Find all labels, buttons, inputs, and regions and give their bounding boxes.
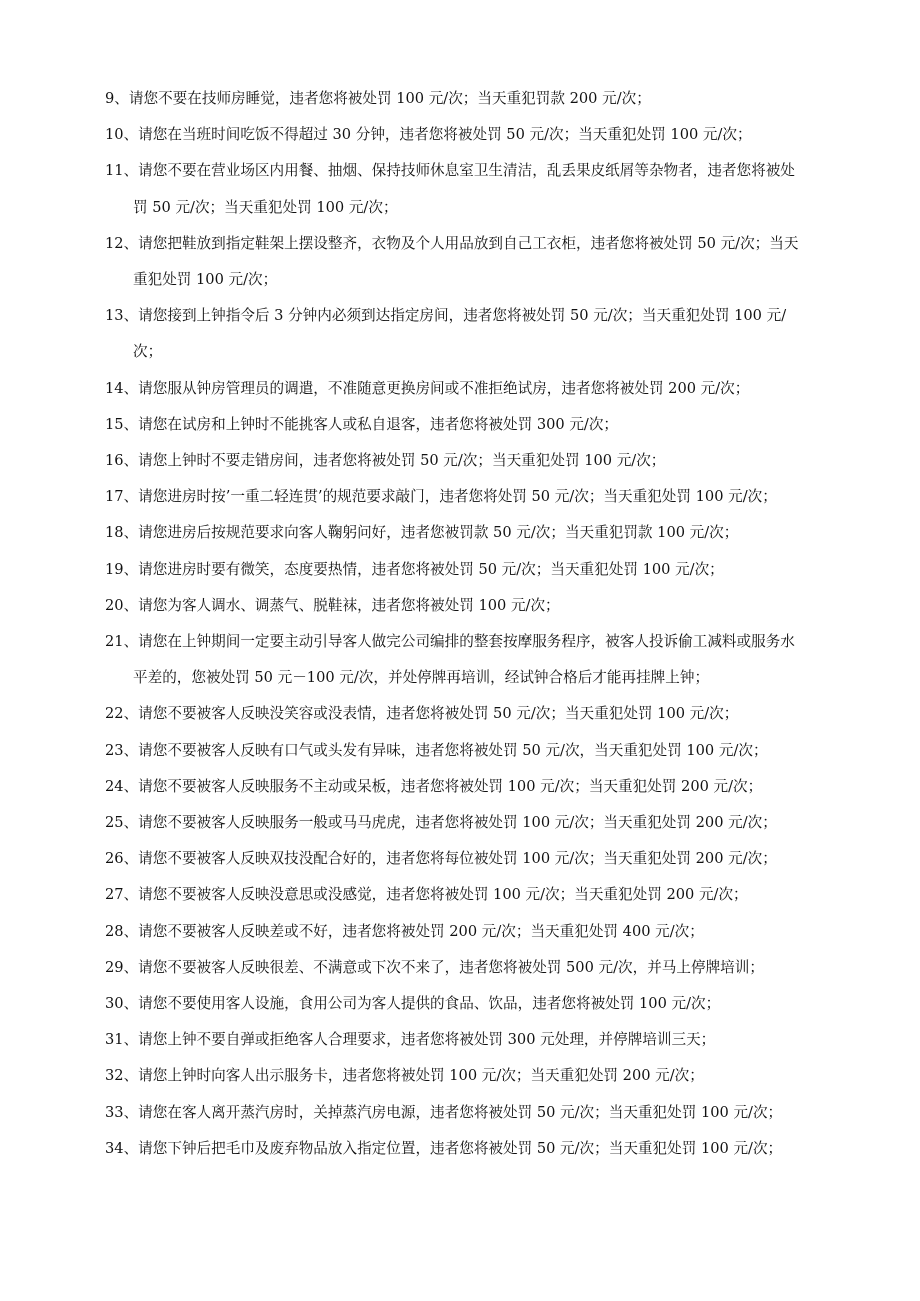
rule-text: 29、请您不要被客人反映很差、不满意或下次不来了，违者您将被处罚 500 元/次，并马上停牌培训； — [105, 958, 764, 976]
rule-text: 17、请您进房时按’一重二轻连贯’的规范要求敲门，违者您将处罚 50 元/次；当天重犯处罚 100 元/次； — [105, 488, 777, 506]
rule-item — [105, 515, 840, 551]
rule-text: 18、请您进房后按规范要求向客人鞠躬问好，违者您被罚款 50 元/次；当天重犯罚款 100 元/次； — [105, 524, 739, 542]
rule-text-continuation: 罚 50 元/次；当天重犯处罚 100 元/次； — [133, 198, 398, 216]
rule-item — [105, 153, 840, 225]
rule-item — [105, 950, 840, 986]
rule-text: 23、请您不要被客人反映有口气或头发有异味，违者您将被处罚 50 元/次，当天重犯处罚 100 元/次； — [105, 741, 768, 759]
rule-text: 27、请您不要被客人反映没意思或没感觉，违者您将被处罚 100 元/次；当天重犯处罚 200 元/次； — [105, 886, 748, 904]
rule-text: 33、请您在客人离开蒸汽房时，关掉蒸汽房电源，违者您将被处罚 50 元/次；当天重犯处罚 100 元/次； — [105, 1103, 783, 1121]
rule-text: 22、请您不要被客人反映没笑容或没表情，违者您将被处罚 50 元/次；当天重犯处罚 100 元/次； — [105, 705, 739, 723]
rule-item — [105, 371, 840, 407]
rule-text: 11、请您不要在营业场区内用餐、抽烟、保持技师休息室卫生清洁，乱丢果皮纸屑等杂物者，违者您将被处 — [105, 162, 795, 180]
rule-text: 24、请您不要被客人反映服务不主动或呆板，违者您将被处罚 100 元/次；当天重犯处罚 200 元/次； — [105, 777, 763, 795]
rule-text: 16、请您上钟时不要走错房间，违者您将被处罚 50 元/次；当天重犯处罚 100 元/次； — [105, 452, 666, 470]
rule-text: 12、请您把鞋放到指定鞋架上摆设整齐，衣物及个人用品放到自己工衣柜，违者您将被处罚 50 元/次；当天 — [105, 234, 799, 252]
rule-text: 19、请您进房时要有微笑，态度要热情，违者您将被处罚 50 元/次；当天重犯处罚 100 元/次； — [105, 560, 724, 578]
rule-item — [105, 696, 840, 732]
rule-item — [105, 117, 840, 153]
rule-item — [105, 588, 840, 624]
rule-item — [105, 986, 840, 1022]
rule-text: 34、请您下钟后把毛巾及废弃物品放入指定位置，违者您将被处罚 50 元/次；当天重犯处罚 100 元/次； — [105, 1139, 783, 1157]
rule-text: 20、请您为客人调水、调蒸气、脱鞋袜，违者您将被处罚 100 元/次； — [105, 596, 560, 614]
rule-item — [105, 298, 840, 370]
rule-text: 25、请您不要被客人反映服务一般或马马虎虎，违者您将被处罚 100 元/次；当天重犯处罚 200 元/次； — [105, 814, 777, 832]
rule-text: 13、请您接到上钟指令后 3 分钟内必须到达指定房间，违者您将被处罚 50 元/次；当天重犯处罚 100 元/ — [105, 307, 787, 325]
rule-item — [105, 769, 840, 805]
rule-text-continuation: 次； — [133, 343, 163, 361]
rule-item — [105, 226, 840, 298]
rule-item — [105, 552, 840, 588]
rule-item — [105, 624, 840, 696]
rule-item — [105, 914, 840, 950]
rule-item — [105, 841, 840, 877]
rule-text: 32、请您上钟时向客人出示服务卡，违者您将被处罚 100 元/次；当天重犯处罚 200 元/次； — [105, 1067, 704, 1085]
rule-text: 30、请您不要使用客人设施，食用公司为客人提供的食品、饮品，违者您将被处罚 100 元/次； — [105, 995, 721, 1013]
rule-text-continuation: 平差的，您被处罚 50 元－100 元/次，并处停牌再培训，经试钟合格后才能再挂牌上钟； — [133, 669, 710, 687]
rule-item — [105, 81, 840, 117]
rule-text: 10、请您在当班时间吃饭不得超过 30 分钟，违者您将被处罚 50 元/次；当天重犯处罚 100 元/次； — [105, 126, 752, 144]
rule-item — [105, 479, 840, 515]
rule-text: 26、请您不要被客人反映双技没配合好的，违者您将每位被处罚 100 元/次；当天重犯处罚 200 元/次； — [105, 850, 777, 868]
rule-text: 21、请您在上钟期间一定要主动引导客人做完公司编排的整套按摩服务程序，被客人投诉偷工减料或服务水 — [105, 633, 795, 651]
rule-item — [105, 1022, 840, 1058]
rule-item — [105, 805, 840, 841]
rule-text: 14、请您服从钟房管理员的调遣，不准随意更换房间或不准拒绝试房，违者您将被处罚 200 元/次； — [105, 379, 750, 397]
rule-text: 15、请您在试房和上钟时不能挑客人或私自退客，违者您将被处罚 300 元/次； — [105, 415, 619, 433]
rule-item — [105, 1095, 840, 1131]
rule-item — [105, 1131, 840, 1167]
rule-text: 31、请您上钟不要自弹或拒绝客人合理要求，违者您将被处罚 300 元处理，并停牌培训三天； — [105, 1031, 716, 1049]
rule-text: 9、请您不要在技师房睡觉，违者您将被处罚 100 元/次；当天重犯罚款 200 元/次； — [105, 90, 651, 107]
rule-item — [105, 877, 840, 913]
rule-text-continuation: 重犯处罚 100 元/次； — [133, 271, 278, 289]
rule-item — [105, 733, 840, 769]
rule-text: 28、请您不要被客人反映差或不好，违者您将被处罚 200 元/次；当天重犯处罚 400 元/次； — [105, 922, 704, 940]
rule-item — [105, 1058, 840, 1094]
rule-item — [105, 443, 840, 479]
rules-list — [105, 81, 840, 1167]
rule-item — [105, 407, 840, 443]
